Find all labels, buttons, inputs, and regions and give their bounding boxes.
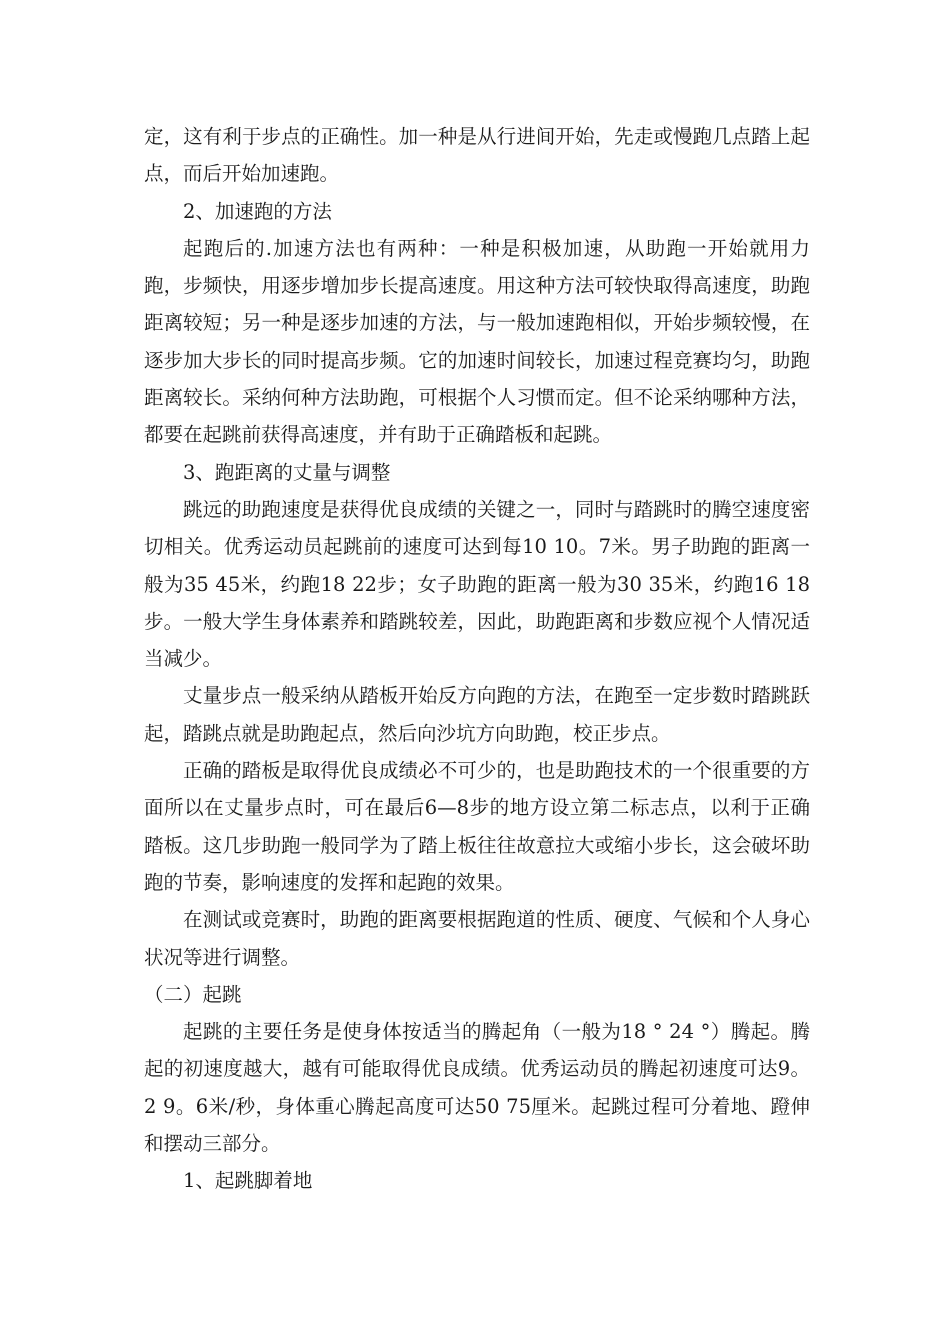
section-heading-foot-landing: 1、起跳脚着地 (183, 1169, 313, 1193)
document-body (144, 118, 810, 1200)
paragraph-run-speed: 跳远的助跑速度是获得优良成绩的关键之一，同时与踏跳时的腾空速度密切相关。优秀运动员起跳前的速度可达到每10 10。7米。男子助跑的距离一般为35 45米，约跑18 22步；女子助跑的距离一般为30 35米，约跑16 18步。一般大学生身体素养和踏跳较差，因此，助跑距离和步数应视个人情况适当减少。 (144, 497, 810, 671)
paragraph-step-measure: 丈量步点一般采纳从踏板开始反方向跑的方法，在跑至一定步数时踏跳跃起，踏跳点就是助跑起点，然后向沙坑方向助跑，校正步点。 (144, 684, 810, 745)
paragraph-takeoff: 起跳的主要任务是使身体按适当的腾起角（一般为18 ° 24 °）腾起。腾起的初速度越大，越有可能取得优良成绩。优秀运动员的腾起初速度可达9。2 9。6米/秒，身体重心腾起高度可达50 75厘米。起跳过程可分着地、蹬伸和摆动三部分。 (144, 1020, 810, 1156)
paragraph-continuation: 定，这有利于步点的正确性。加一种是从行进间开始，先走或慢跑几点踏上起点，而后开始加速跑。 (144, 125, 810, 186)
section-heading-takeoff: （二）起跳 (144, 982, 242, 1006)
paragraph-competition-adjust: 在测试或竞赛时，助跑的距离要根据跑道的性质、硬度、气候和个人身心状况等进行调整。 (144, 908, 810, 969)
section-heading-acceleration-method: 2、加速跑的方法 (183, 199, 332, 223)
section-heading-run-distance: 3、跑距离的丈量与调整 (183, 460, 391, 484)
paragraph-acceleration: 起跑后的.加速方法也有两种：一种是积极加速，从助跑一开始就用力跑，步频快，用逐步增加步长提高速度。用这种方法可较快取得高速度，助跑距离较短；另一种是逐步加速的方法，与一般加速跑相似，开始步频较慢，在逐步加大步长的同时提高步频。它的加速时间较长，加速过程竞赛均匀，助跑距离较长。采纳何种方法助跑，可根据个人习惯而定。但不论采纳哪种方法，都要在起跳前获得高速度，并有助于正确踏板和起跳。 (144, 236, 810, 447)
paragraph-correct-board: 正确的踏板是取得优良成绩必不可少的，也是助跑技术的一个很重要的方面所以在丈量步点时，可在最后6—8步的地方设立第二标志点，以利于正确踏板。这几步助跑一般同学为了踏上板往往故意拉大或缩小步长，这会破坏助跑的节奏，影响速度的发挥和起跑的效果。 (144, 759, 810, 894)
